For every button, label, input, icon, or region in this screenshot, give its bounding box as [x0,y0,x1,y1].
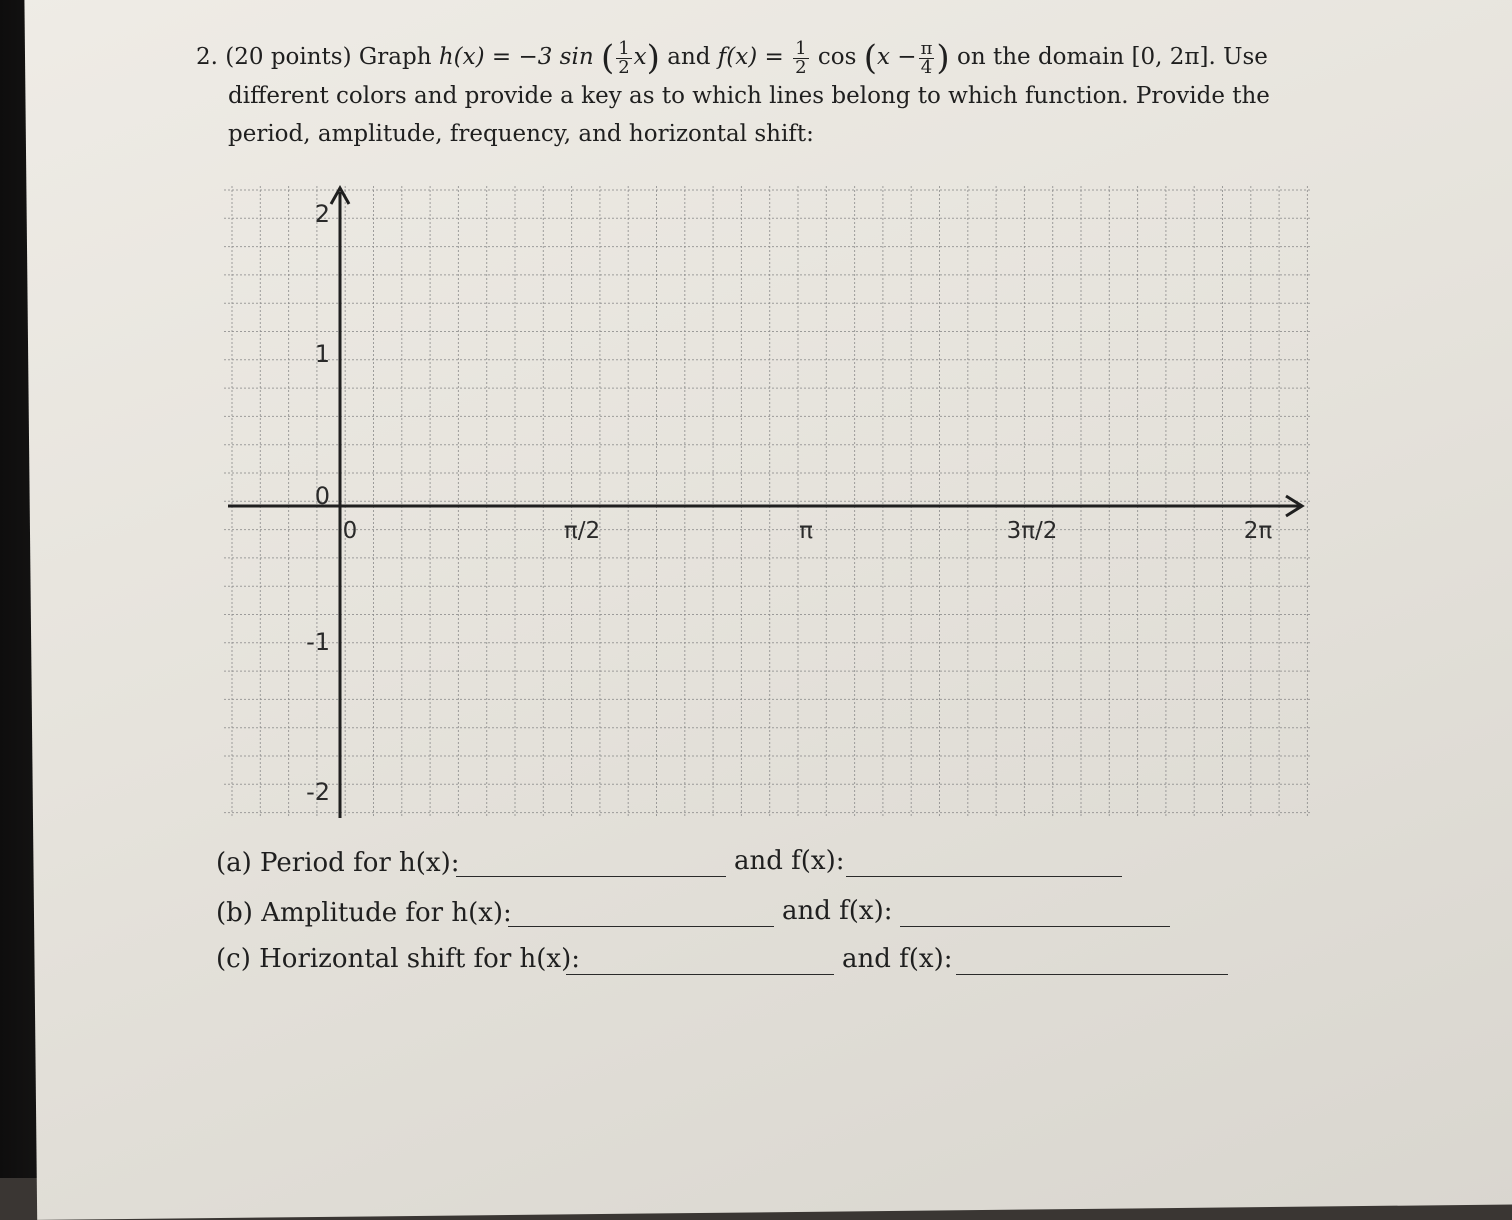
f-cos: cos [817,44,857,70]
y-tick-label: 2 [314,200,330,228]
line1-end: Use [1223,44,1268,70]
shift-h-label: (c) Horizontal shift for h(x): [216,944,580,974]
y-tick-label: 1 [314,340,330,368]
close-paren-f: ) [936,38,950,78]
x-tick-label: 0 [342,518,358,544]
f-frac-den: 2 [795,56,807,78]
x-tick-label: 2π [1243,518,1273,544]
y-tick-label: -2 [306,778,330,806]
and-word: and [667,44,711,70]
h-frac-den: 2 [618,56,630,78]
period-f-label: and f(x): [734,846,845,876]
h-frac-num: 1 [618,37,630,59]
shift-h-blank[interactable] [566,974,834,975]
y-tick-label: -1 [306,628,330,656]
problem-line-1 [196,38,1316,77]
domain-text: on the domain [0, 2π]. [957,44,1216,70]
open-paren: ( [600,38,615,78]
close-paren: ) [646,38,660,78]
amplitude-h-blank[interactable] [508,926,774,927]
shift-f-label: and f(x): [842,944,953,974]
f-frac-num: 1 [795,37,807,59]
f-shift-num: π [920,37,933,59]
problem-number: 2. [196,44,218,70]
shift-f-blank[interactable] [956,974,1228,975]
f-shift-den: 4 [920,56,933,78]
x-tick-label: 3π/2 [1006,518,1058,544]
f-shift-fraction [919,37,935,78]
problem-statement [196,38,1316,153]
open-paren-f: ( [863,38,878,78]
answer-row-shift [216,934,1246,980]
h-coefficient-fraction [616,37,631,78]
f-coefficient-fraction [793,37,808,78]
x-tick-label: π [799,518,813,544]
amplitude-f-label: and f(x): [782,896,893,926]
y-tick-label: 0 [314,482,330,510]
problem-points: (20 points) [225,44,352,70]
amplitude-f-blank[interactable] [900,926,1170,927]
problem-line-3: period, amplitude, frequency, and horizontal shift: [228,121,814,147]
graph-grid[interactable] [222,178,1322,828]
f-inner: x − [877,44,917,70]
answer-row-period [216,842,1246,888]
graph-area[interactable] [222,178,1322,828]
period-f-blank[interactable] [846,876,1122,877]
answer-section [216,842,1246,980]
x-tick-label: π/2 [563,518,601,544]
graph-word: Graph [358,44,432,70]
period-h-label: (a) Period for h(x): [216,848,460,878]
h-definition: h(x) = −3 sin [438,44,594,70]
answer-row-amplitude [216,888,1246,934]
problem-line-2: different colors and provide a key as to which lines belong to which function. Provide the [228,83,1270,109]
period-h-blank[interactable] [456,876,726,877]
amplitude-h-label: (b) Amplitude for h(x): [216,898,512,928]
h-variable: x [633,44,647,70]
f-definition: f(x) = [717,44,784,70]
